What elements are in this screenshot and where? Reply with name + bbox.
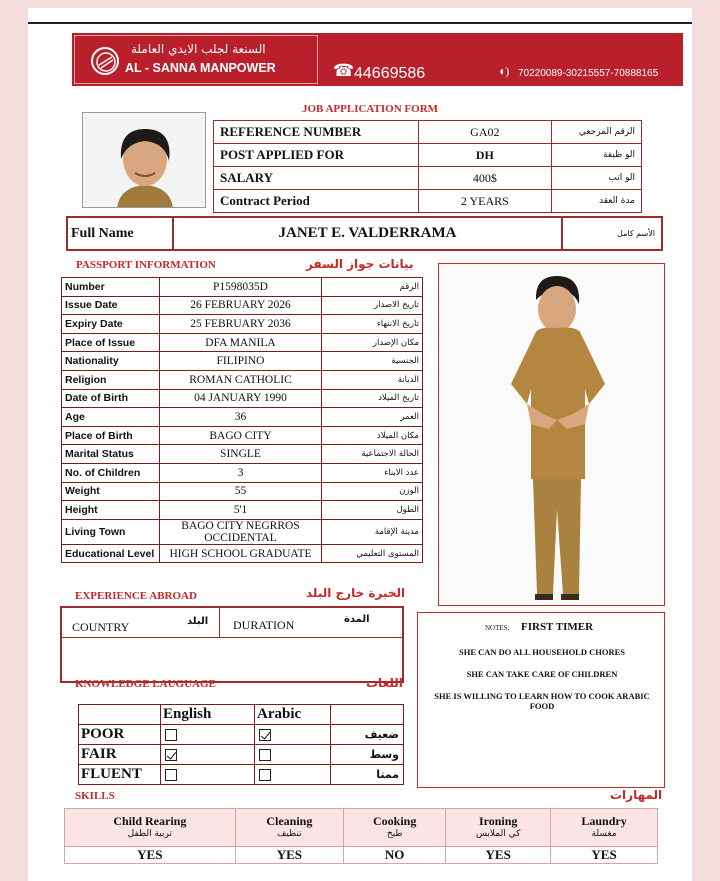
arabic-cell — [255, 725, 331, 745]
passport-field-label: Educational Level — [62, 544, 160, 563]
skill-header — [344, 809, 446, 847]
passport-row — [62, 389, 423, 408]
skill-name: Cleaning — [266, 813, 313, 828]
mobile-icon: ◖) — [498, 64, 510, 78]
passport-field-value: SINGLE — [160, 445, 322, 464]
passport-row — [62, 315, 423, 334]
skill-name: Cooking — [372, 813, 417, 828]
skill-name-arabic: تنظيف — [277, 828, 302, 839]
passport-field-value: BAGO CITY — [160, 426, 322, 445]
application-page — [28, 8, 692, 881]
passport-field-label-arabic: تاريخ الانتهاء — [322, 315, 423, 334]
passport-field-label: Place of Birth — [62, 426, 160, 445]
passport-row — [62, 519, 423, 544]
skill-value: YES — [65, 847, 236, 864]
skill-header — [551, 809, 658, 847]
passport-row — [62, 333, 423, 352]
language-table — [78, 704, 404, 785]
passport-field-value: 5'1 — [160, 501, 322, 520]
english-cell — [161, 765, 255, 785]
passport-field-label-arabic: الحالة الاجتماعية — [322, 445, 423, 464]
form-title: JOB APPLICATION FORM — [301, 103, 439, 115]
passport-field-value: 25 FEBRUARY 2036 — [160, 315, 322, 334]
language-row — [79, 725, 404, 745]
language-level: FAIR — [79, 745, 161, 765]
language-level: FLUENT — [79, 765, 161, 785]
ref-row — [214, 144, 642, 167]
english-cell — [161, 745, 255, 765]
full-name-table — [66, 216, 663, 251]
language-level-arabic: وسط — [331, 745, 404, 765]
passport-field-value: FILIPINO — [160, 352, 322, 371]
notes-box — [417, 612, 665, 788]
skill-value: YES — [235, 847, 343, 864]
ref-row — [214, 190, 642, 213]
country-column-label-arabic: البلد — [187, 616, 209, 627]
skill-header — [235, 809, 343, 847]
passport-field-label-arabic: الديانة — [322, 370, 423, 389]
passport-field-value: DFA MANILA — [160, 333, 322, 352]
skill-name-arabic: مغسلة — [591, 828, 617, 839]
skill-value: YES — [446, 847, 551, 864]
skill-name-arabic: تربية الطفل — [127, 828, 172, 839]
skills-section-title-arabic: المهارات — [610, 788, 663, 802]
passport-row — [62, 463, 423, 482]
passport-field-label: Height — [62, 501, 160, 520]
passport-section-title: PASSPORT INFORMATION — [76, 259, 216, 271]
company-logo — [74, 35, 318, 84]
applicant-full-body-photo — [438, 263, 665, 606]
passport-row — [62, 482, 423, 501]
telephone-icon: ☎ — [333, 61, 355, 80]
globe-logo-icon — [91, 47, 119, 75]
skill-name-arabic: طبخ — [386, 828, 403, 839]
passport-field-label-arabic: الطول — [322, 501, 423, 520]
english-checkbox — [165, 769, 177, 781]
ref-label: REFERENCE NUMBER — [214, 121, 419, 144]
mobile-numbers: 70220089-30215557-70888165 — [518, 68, 659, 79]
passport-field-label: Religion — [62, 370, 160, 389]
applicant-portrait-photo — [82, 112, 206, 208]
note-line: SHE CAN DO ALL HOUSEHOLD CHORES — [458, 647, 626, 657]
ref-label: SALARY — [214, 167, 419, 190]
passport-field-label: Number — [62, 278, 160, 297]
ref-label: Contract Period — [214, 190, 419, 213]
language-row — [79, 765, 404, 785]
english-checkbox — [165, 749, 177, 761]
passport-field-label-arabic: مدينة الإقامة — [322, 519, 423, 544]
ref-value: 400$ — [418, 167, 552, 190]
passport-field-value: BAGO CITY NEGRROS OCCIDENTAL — [160, 519, 322, 544]
experience-section-title: EXPERIENCE ABROAD — [75, 590, 197, 602]
company-name-arabic: السنعة لجلب الايدي العاملة — [131, 42, 266, 56]
passport-field-value: 55 — [160, 482, 322, 501]
passport-field-label-arabic: الجنسية — [322, 352, 423, 371]
duration-column-label-arabic: المدة — [344, 614, 370, 625]
ref-label-arabic: الو اتب — [552, 167, 642, 190]
passport-field-label: Nationality — [62, 352, 160, 371]
arabic-column-header: Arabic — [255, 705, 331, 725]
skill-name-arabic: كي الملابس — [475, 828, 521, 839]
passport-field-value: 04 JANUARY 1990 — [160, 389, 322, 408]
skill-header — [65, 809, 236, 847]
language-corner-cell — [79, 705, 161, 725]
passport-field-label-arabic: العمر — [322, 408, 423, 427]
passport-field-label-arabic: الوزن — [322, 482, 423, 501]
passport-row — [62, 370, 423, 389]
skill-value: NO — [344, 847, 446, 864]
passport-field-value: P1598035D — [160, 278, 322, 297]
passport-field-label: No. of Children — [62, 463, 160, 482]
passport-field-label-arabic: مكان الإصدار — [322, 333, 423, 352]
passport-field-label-arabic: عدد الابناء — [322, 463, 423, 482]
passport-field-label: Issue Date — [62, 296, 160, 315]
passport-field-value: 36 — [160, 408, 322, 427]
ref-row — [214, 121, 642, 144]
arabic-cell — [255, 745, 331, 765]
passport-field-label: Marital Status — [62, 445, 160, 464]
arabic-checkbox — [259, 749, 271, 761]
passport-table — [61, 277, 423, 563]
passport-row — [62, 408, 423, 427]
passport-field-label-arabic: الرقم — [322, 278, 423, 297]
ref-label-arabic: الرقم المرجعي — [552, 121, 642, 144]
passport-field-label: Expiry Date — [62, 315, 160, 334]
passport-field-label: Weight — [62, 482, 160, 501]
arabic-checkbox — [259, 769, 271, 781]
language-section-title: KNOWLEDGE LAUGUAGE — [75, 678, 216, 690]
skill-header — [446, 809, 551, 847]
passport-field-value: 26 FEBRUARY 2026 — [160, 296, 322, 315]
experience-section-title-arabic: الخبرة خارج البلد — [306, 586, 406, 600]
language-level-arabic: ضعيف — [331, 725, 404, 745]
passport-field-label-arabic: تاريخ الميلاد — [322, 389, 423, 408]
note-line: SHE CAN TAKE CARE OF CHILDREN — [466, 669, 618, 679]
country-column-label: COUNTRY — [72, 620, 130, 634]
skill-name: Ironing — [478, 813, 518, 828]
passport-field-value: 3 — [160, 463, 322, 482]
language-row — [79, 745, 404, 765]
passport-field-value: HIGH SCHOOL GRADUATE — [160, 544, 322, 563]
passport-row — [62, 445, 423, 464]
arabic-checkbox — [259, 729, 271, 741]
passport-row — [62, 501, 423, 520]
passport-row — [62, 296, 423, 315]
passport-section-title-arabic: بيانات جواز السفر — [306, 257, 414, 271]
ref-value: 2 YEARS — [418, 190, 552, 213]
full-name-label-arabic: الأسم كامل — [562, 217, 662, 250]
language-level: POOR — [79, 725, 161, 745]
ref-label: POST APPLIED FOR — [214, 144, 419, 167]
language-level-arabic: ممتا — [331, 765, 404, 785]
reference-table — [213, 120, 642, 213]
language-section-title-arabic: اللغات — [366, 676, 403, 690]
english-checkbox — [165, 729, 177, 741]
passport-row — [62, 544, 423, 563]
passport-field-label-arabic: المستوى التعليمي — [322, 544, 423, 563]
ref-value: GA02 — [418, 121, 552, 144]
english-cell — [161, 725, 255, 745]
passport-field-value: ROMAN CATHOLIC — [160, 370, 322, 389]
ref-value: DH — [418, 144, 552, 167]
company-name-english: AL - SANNA MANPOWER — [125, 61, 276, 75]
passport-field-label-arabic: مكان الميلاد — [322, 426, 423, 445]
ref-label-arabic: الو ظيفة — [552, 144, 642, 167]
arabic-cell — [255, 765, 331, 785]
passport-field-label: Age — [62, 408, 160, 427]
phone-number: 44669586 — [354, 65, 426, 82]
duration-column-label: DURATION — [233, 618, 295, 632]
passport-field-label: Date of Birth — [62, 389, 160, 408]
passport-field-label: Place of Issue — [62, 333, 160, 352]
experience-table — [60, 606, 404, 683]
skills-section-title: SKILLS — [75, 790, 115, 802]
ref-row — [214, 167, 642, 190]
passport-field-label: Living Town — [62, 519, 160, 544]
skills-table — [64, 808, 658, 864]
passport-row — [62, 426, 423, 445]
ref-label-arabic: مدة العقد — [552, 190, 642, 213]
passport-row — [62, 352, 423, 371]
full-name-value: JANET E. VALDERRAMA — [173, 217, 562, 250]
top-rule — [28, 22, 692, 24]
language-blank-cell — [331, 705, 404, 725]
note-line: SHE IS WILLING TO LEARN HOW TO COOK ARABIC FOOD — [434, 691, 650, 711]
passport-field-label-arabic: تاريخ الاصدار — [322, 296, 423, 315]
skill-name: Child Rearing — [113, 813, 187, 828]
skill-name: Laundry — [581, 813, 627, 828]
english-column-header: English — [161, 705, 255, 725]
experience-column-divider — [219, 608, 220, 638]
full-name-label: Full Name — [67, 217, 173, 250]
skill-value: YES — [551, 847, 658, 864]
notes-label: NOTES; — [485, 624, 510, 632]
passport-row — [62, 278, 423, 297]
notes-headline: FIRST TIMER — [521, 621, 594, 633]
